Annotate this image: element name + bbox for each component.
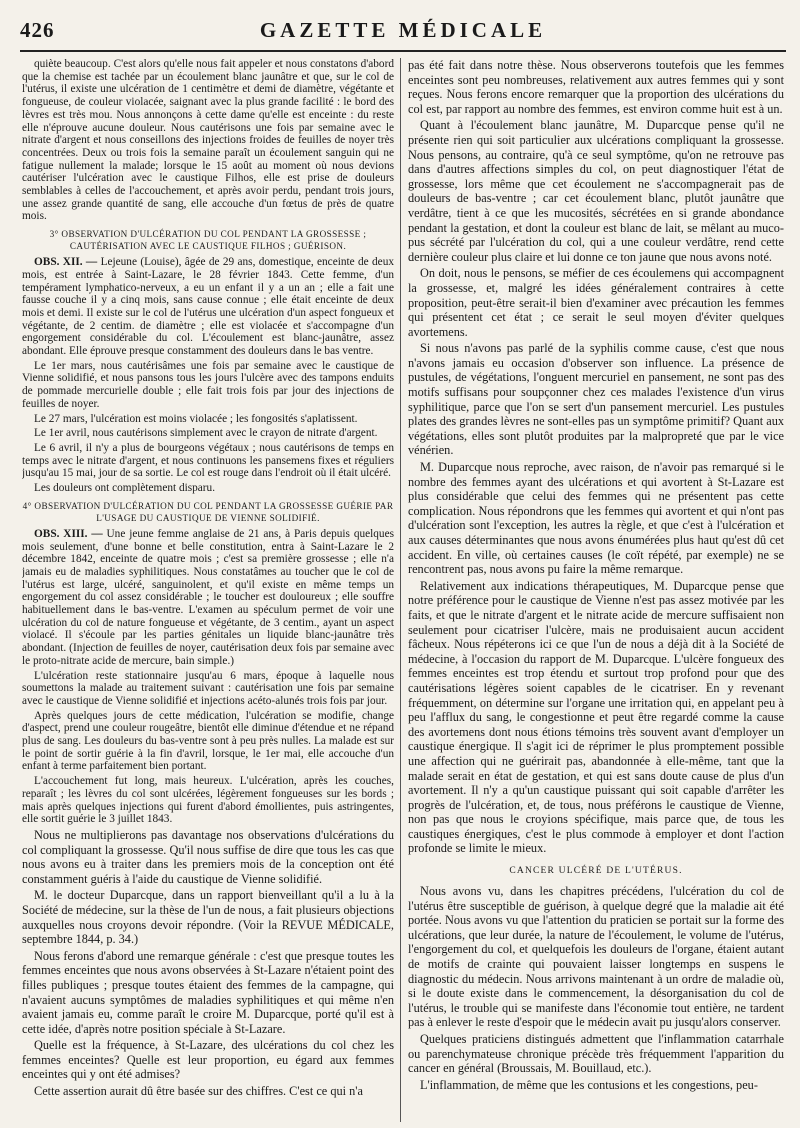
- text-columns: [20, 58, 786, 1122]
- observation-text: Une jeune femme anglaise de 21 ans, à Paris depuis quelques mois seulement, d'une bonne et belle constitution, entra à Saint-Lazare le 2 décembre 1842, enceinte de quatre mois ; c'est sa première grossesse ; elle n'a jamais eu de maladies syphilitiques. Nous constatâmes au toucher que le col de l'utérus est large, ulcéré, sanguinolent, et qu'il existe en même temps un engorgement du col assez considérable ; le toucher est douloureux ; elle souffre habituellement dans le bas-ventre. L'examen au spéculum permet de voir une ulcération du col de nature fongueuse et végétante, de 3 centim., ayant un aspect violacé. Il s'écoule par les parties génitales un liquide blanc-jaunâtre très abondant. (Injection de feuilles de noyer, cautérisation deux fois par semaine avec le proto-nitrate acide de mercure, bain simple.): [22, 527, 394, 667]
- paragraph: L'accouchement fut long, mais heureux. L'ulcération, après les couches, reparaît ; les lèvres du col sont ulcérées, légèrement fongueuses sur les bords ; mais après quelques injections qui furent d'abord émollientes, puis astringentes, elle sortit guérie le 3 juillet 1843.: [22, 775, 394, 826]
- paragraph: Quelques praticiens distingués admettent que l'inflammation catarrhale ou parenchymateuse chronique précède très fréquemment l'apparition du cancer en général (Broussais, M. Bouillaud, etc.).: [408, 1032, 784, 1076]
- observation-label: OBS. XII. —: [34, 256, 98, 269]
- page-number: 426: [20, 18, 55, 42]
- paragraph: Cette assertion aurait dû être basée sur des chiffres. C'est ce qui n'a: [34, 1084, 363, 1099]
- paragraph: Le 1er avril, nous cautérisons simplement avec le crayon de nitrate d'argent.: [34, 427, 378, 440]
- paragraph: Relativement aux indications thérapeutiques, M. Duparcque pense que notre préférence pour le caustique de Vienne n'est pas assez motivée par les faits, et que le nitrate d'argent et le nitrate acide de mercure suffisaient non seulement pour cicatriser l'ulcère, mais ne produisaient aucun accident fâcheux. Nous répéterons ici ce que l'un de nous a déjà dit à la Société de médecine, à l'occasion du rapport de M. Duparcque. L'ulcère fongueux des femmes enceintes est trop étendu et surtout trop profond pour que des cautérisations légères soient capables de le cicatriser. En y revenant fréquemment, on détermine sur l'organe une irritation qui, en appelant peu à peu l'afflux du sang, le congestionne et peut être regardé comme la cause des avortemens dont nous étions témoins très souvent avant d'employer un caustique énergique. Il s'agit ici de réprimer le plus promptement possible une affection qui ne guérirait pas, abandonnée à elle-même, tant que la malade serait en état de gestation, et qui est sans doute cause de plus d'un avortement. Il n'y a qu'un caustique puissant qui soit capable d'arrêter les progrès de l'ulcération, et, de tous, nous préférons le caustique de Vienne, non pas que nous le croyions spécifique, mais parce que, de tous les caustiques énergiques, c'est le plus commode à employer et dont l'action profonde se limite le mieux.: [408, 578, 784, 856]
- paragraph: L'inflammation, de même que les contusions et les congestions, peu-: [420, 1077, 758, 1092]
- column-divider: [400, 58, 401, 1122]
- page-header: [20, 14, 786, 52]
- observation-paragraph: [22, 256, 394, 358]
- paragraph: Quelle est la fréquence, à St-Lazare, des ulcérations du col chez les femmes enceintes? Quelle est leur proportion, eu égard aux femmes enceintes qui y ont été admises?: [22, 1038, 394, 1082]
- paragraph: L'ulcération reste stationnaire jusqu'au 6 mars, époque à laquelle nous soumettons la malade au traitement suivant : cautérisation une fois par semaine avec le caustique de Vienne solidifié et injections acéto-alunés trois fois par jour.: [22, 669, 394, 707]
- newspaper-page: [20, 14, 786, 1122]
- right-column: [408, 58, 784, 1122]
- section-heading: CANCER ULCÉRÉ DE L'UTÉRUS.: [509, 866, 683, 877]
- paragraph: Quant à l'écoulement blanc jaunâtre, M. Duparcque pense qu'il ne présente rien qui soit particulier aux ulcérations compliquant la grossesse. Nous pensons, au contraire, qu'à ce seul symptôme, qu'on ne retrouve pas dans d'autres affections simples du col, on peut diagnostiquer l'état de grossesse, lors même que cet écoulement ne s'accompagnerait pas de douleurs de bas-ventre ; car cet écoulement blanc, plutôt jaunâtre que verdâtre, tient à ce que les mucosités, sécrétées en si grande abondance pendant la gestation, et dont la couleur est blanc de lait, se mêlant au muco-pus sécrété par l'ulcération du col, qui a une couleur verdâtre, rend cette dernière couleur plus claire et lui donne ce ton jaune que nous avons noté.: [408, 118, 784, 264]
- left-column: [22, 58, 394, 1122]
- paragraph: Nous ne multiplierons pas davantage nos observations d'ulcérations du col compliquant la grossesse. Qu'il nous suffise de dire que tous les cas que nous avons eu à traiter dans les premiers mois de la conception ont été constamment guéris à l'aide du caustique de Vienne solidifié.: [22, 827, 394, 886]
- paragraph: Le 6 avril, il n'y a plus de bourgeons végétaux ; nous cautérisons de temps en temps avec le nitrate d'argent, et nous continuons les pansemens fixes et réguliers jusqu'au 15 mai, jour de sa sortie. Le col est rouge dans l'endroit où il était ulcéré.: [22, 441, 394, 480]
- paragraph: On doit, nous le pensons, se méfier de ces écoulemens qui accompagnent la grossesse, et, malgré les idées généralement contraires à cette proposition, peut-être serait-il bien d'examiner avec précaution les femmes qui présentent cet état ; ce serait le seul moyen d'éviter quelques avortemens.: [408, 266, 784, 339]
- section-heading: 3° OBSERVATION D'ULCÉRATION DU COL PENDANT LA GROSSESSE ; CAUTÉRISATION AVEC LE CAUSTIQUE FILHOS ; GUÉRISON.: [49, 229, 367, 252]
- paragraph: pas été fait dans notre thèse. Nous observerons toutefois que les femmes enceintes sont peu nombreuses, relativement aux autres femmes qui y sont reçues. Nous ferons encore remarquer que la proportion des ulcérations du col est, par rapport au nombre des femmes, est environ comme huit est à un.: [408, 58, 784, 116]
- paragraph: M. Duparcque nous reproche, avec raison, de n'avoir pas remarqué si le nombre des femmes ayant des ulcérations et qui avortent à St-Lazare est plus considérable que celui des femmes qui ne présentent pas cette complication. Nous répondrons que les femmes qui avortent et qui n'ont pas d'ulcération sont l'exception, les autres la règle, et que c'est à l'ulcération et aux causes déterminantes que nous avons énumérées plus haut qu'est dû cet accident. En ville, où certaines causes (le coït répété, par exemple) ne se rencontrent pas, nous avons pu faire la même remarque.: [408, 460, 784, 577]
- paragraph: Le 27 mars, l'ulcération est moins violacée ; les fongosités s'aplatissent.: [34, 412, 358, 425]
- paragraph: quiète beaucoup. C'est alors qu'elle nous fait appeler et nous constatons d'abord que la chemise est tachée par un écoulement blanc jaunâtre et que, sur le col de l'utérus, il existe une ulcération de 1 centimètre et demi de diamètre, végétante et fongueuse, de couleur violacée, saignant avec la plus grande facilité : le bord des lèvres est très mou. Nous annonçons à cette dame qu'elle est enceinte : du reste elle n'éprouve aucune douleur. Nous cautérisons une fois par semaine avec le nitrate d'argent et nous conseillons des injections froides de feuilles de noyer très concentrées. Deux ou trois fois la semaine paraît un écoulement sanguin qui ne fatigue nullement la malade; lorsque le 15 août au moment où nous devions cautériser l'ulcération avec le caustique Filhos, elle est prise de douleurs semblables à celles de l'accouchement, et après avoir perdu, pendant trois jours, une assez grande quantité de sang, elle accouche d'un fœtus de près de quatre mois.: [22, 58, 394, 223]
- paragraph: Nous ferons d'abord une remarque générale : c'est que presque toutes les femmes enceintes que nous avons observées à St-Lazare n'étaient point des filles publiques ; presque toutes étaient des femmes de la campagne, qui n'avaient aucuns symptômes de maladies syphilitiques et qui même n'en avaient jamais eu, comme paraît le croire M. Duparcque, porté qu'il est à cette idée, d'après notre position spéciale à St-Lazare.: [22, 948, 394, 1036]
- observation-text: Lejeune (Louise), âgée de 29 ans, domestique, enceinte de deux mois, est entrée à Saint-Lazare, le 28 février 1843. Cette femme, d'un tempérament lymphatico-nerveux, a eu un enfant il y a un an ; elle a fait une fausse couche il y a cinq mois, sans cause connue ; elle était enceinte de deux mois et demi. Il existe sur le col de l'utérus une ulcération d'un aspect fongueux et végétante, de 2 centim. de diamètre ; elle est violacée et s'accompagne d'un engorgement considérable du col. L'écoulement est blanc-jaunâtre, assez abondant. Elle éprouve presque constamment des douleurs dans le bas ventre.: [22, 256, 394, 358]
- observation-paragraph: [22, 528, 394, 668]
- paragraph: Après quelques jours de cette médication, l'ulcération se modifie, change d'aspect, prend une couleur rougeâtre, bientôt elle diminue d'étendue et ne répand plus de sang. Les douleurs du bas-ventre sont à peu près nulles. La malade est sur le point de sortir guérie à la fin d'avril, lorsque, le 1er mai, elle accouche d'un enfant à terme parfaitement bien portant.: [22, 709, 394, 773]
- paragraph: Nous avons vu, dans les chapitres précédens, l'ulcération du col de l'utérus être susceptible de guérison, à quelque degré que la maladie ait été portée. Nous avons vu que l'attention du praticien se portait sur la forme des ulcérations, que leur durée, la nature de l'écoulement, le volume de l'utérus, l'engorgement du col, et quelquefois les douleurs de l'organe, étaient autant de motifs de crainte qui pouvaient laisser longtemps en suspens le diagnostic du médecin. Nous arrivons maintenant à un ordre de maladie où, si le doute existe dans le commencement, la désorganisation du col de l'utérus, le trouble qui se manifeste dans l'économie tout entière, ne tardent pas à enlever le reste d'espoir que le médecin avait pu jusqu'alors conserver.: [408, 884, 784, 1030]
- paragraph: M. le docteur Duparcque, dans un rapport bienveillant qu'il a lu à la Société de médecine, sur la thèse de l'un de nous, a fait plusieurs objections auxquelles nous croyons devoir répondre. (Voir la REVUE MÉDICALE, septembre 1844, p. 34.): [22, 888, 394, 947]
- paragraph: Si nous n'avons pas parlé de la syphilis comme cause, c'est que nous n'avons jamais eu occasion d'observer son influence. La présence de pustules, de végétations, l'onguent mercuriel en pansement, ne sont pas des motifs suffisans pour soupçonner chez ces malades l'existence d'un virus syphilitique, parce que l'on se sert d'un pansement mercuriel. Les pustules plates des grandes lèvres ne sont-elles pas un symptôme primitif? Quant aux végétations, elles sont plutôt produites par la malpropreté que par le vice vénérien.: [408, 341, 784, 458]
- section-heading: 4° OBSERVATION D'ULCÉRATION DU COL PENDANT LA GROSSESSE GUÉRIE PAR L'USAGE DU CAUSTIQUE DE VIENNE SOLIDIFIÉ.: [22, 500, 394, 523]
- paragraph: Les douleurs ont complètement disparu.: [34, 482, 216, 495]
- paragraph: Le 1er mars, nous cautérisâmes une fois par semaine avec le caustique de Vienne solidifié, et nous pansons tous les jours l'ulcère avec des tampons enduits de pommade mercurielle double ; elle fait trois fois par jour des injections de feuilles de noyer.: [22, 359, 394, 410]
- observation-label: OBS. XIII. —: [34, 527, 103, 540]
- journal-title: GAZETTE MÉDICALE: [259, 18, 547, 42]
